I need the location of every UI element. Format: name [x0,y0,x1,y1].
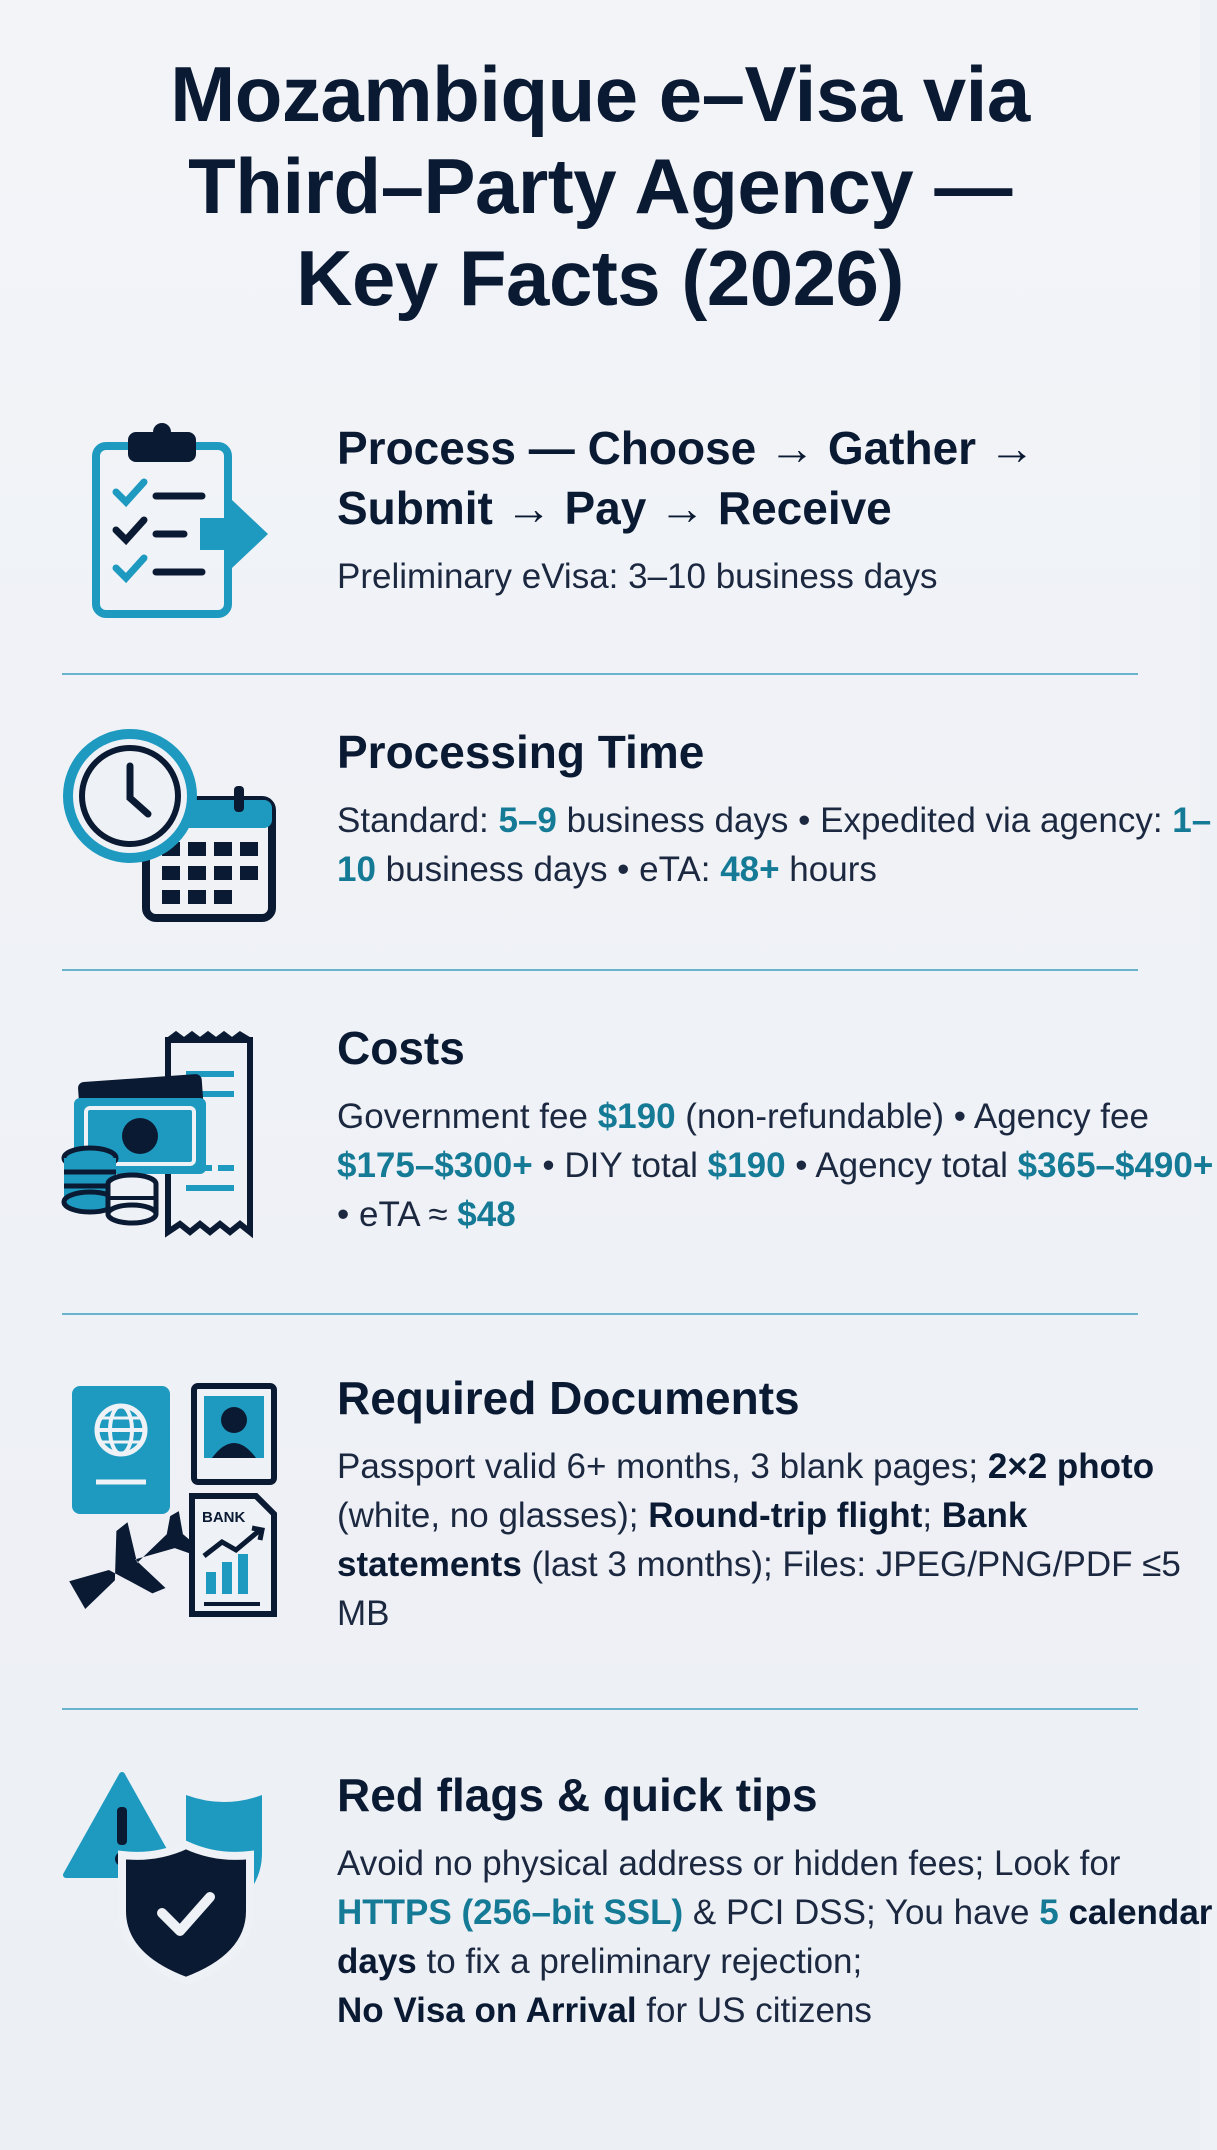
documents-text-4: (last 3 months); Files: JPEG/PNG/PDF ≤5 MB [337,1545,1181,1633]
agency-total-value: $365–$490+ [1017,1146,1214,1185]
process-section [62,418,1138,648]
documents-body [337,1442,1217,1638]
agency-fee-value: $175–$300+ [337,1146,533,1185]
red-flags-body [337,1839,1217,2035]
documents-text-1: Passport valid 6+ months, 3 blank pages; [337,1447,988,1486]
red-flags-text-2: & PCI DSS; You have [683,1893,1040,1932]
costs-heading: Costs [337,1022,465,1074]
processing-time-text [337,722,1217,894]
https-requirement: HTTPS (256–bit SSL) [337,1893,684,1932]
standard-days-value: 5–9 [498,801,557,840]
documents-heading: Required Documents [337,1372,800,1424]
costs-body [337,1092,1217,1239]
costs-text [337,1018,1217,1239]
calendar-days-label: calendar days [337,1893,1213,1981]
diy-total-value: $190 [707,1146,786,1185]
costs-section [62,1018,1214,1268]
documents-text [337,1368,1217,1638]
costs-text-3: • DIY total [532,1146,708,1185]
flight-requirement: Round-trip flight [648,1496,923,1535]
money-receipt-icon [62,1018,282,1238]
costs-text-4: • Agency total [785,1146,1018,1185]
divider-1 [62,673,1138,675]
red-flags-text-3 [1059,1893,1069,1932]
divider-3 [62,1313,1138,1315]
process-text [337,418,1217,601]
clock-calendar-icon [62,722,282,942]
documents-text-3: ; [922,1496,942,1535]
processing-time-text-4: hours [779,850,877,889]
divider-4 [62,1708,1138,1710]
processing-time-text-3: business days • eTA: [375,850,721,889]
expedited-days-value: 1–10 [337,801,1212,889]
clipboard-checklist-arrow-icon [62,418,282,638]
documents-text-2: (white, no glasses); [337,1496,649,1535]
costs-text-5: • eTA ≈ [337,1195,458,1234]
title-line-2: Third–Party Agency — [188,142,1012,230]
red-flags-text-4: to fix a preliminary rejection; [416,1942,863,1981]
no-visa-on-arrival: No Visa on Arrival [337,1991,637,2030]
title-line-1: Mozambique e–Visa via [170,50,1030,138]
photo-requirement: 2×2 photo [987,1447,1155,1486]
costs-text-2: (non-refundable) • Agency fee [675,1097,1149,1136]
page-title [0,0,1200,324]
title-line-3: Key Facts (2026) [296,234,904,322]
documents-section [62,1368,1181,1668]
red-flags-heading: Red flags & quick tips [337,1769,818,1821]
processing-time-section [62,722,1212,922]
process-heading [337,418,1217,538]
passport-photo-flight-bank-icon [62,1368,282,1628]
correction-days-value: 5 [1039,1893,1059,1932]
processing-time-body [337,796,1217,894]
warning-shield-icon [62,1765,282,1985]
process-heading-line-1: Process — Choose → Gather → [337,422,1035,474]
eta-hours-value: 48+ [720,850,780,889]
processing-time-text-1: Standard: [337,801,499,840]
process-heading-line-2: Submit → Pay → Receive [337,482,892,534]
red-flags-text-1: Avoid no physical address or hidden fees; Look for [337,1844,1121,1883]
eta-cost-value: $48 [457,1195,516,1234]
processing-time-text-2: business days • Expedited via agency: [556,801,1173,840]
red-flags-text [337,1765,1217,2035]
divider-2 [62,969,1138,971]
bank-requirement: Bank statements [337,1496,1028,1584]
red-flags-text-5: for US citizens [636,1991,872,2030]
costs-text-1: Government fee [337,1097,598,1136]
bank-label: BANK [202,1509,246,1526]
process-body: Preliminary eVisa: 3–10 business days [337,557,938,596]
government-fee-value: $190 [597,1097,676,1136]
red-flags-section [62,1765,1213,2105]
processing-time-heading: Processing Time [337,726,705,778]
